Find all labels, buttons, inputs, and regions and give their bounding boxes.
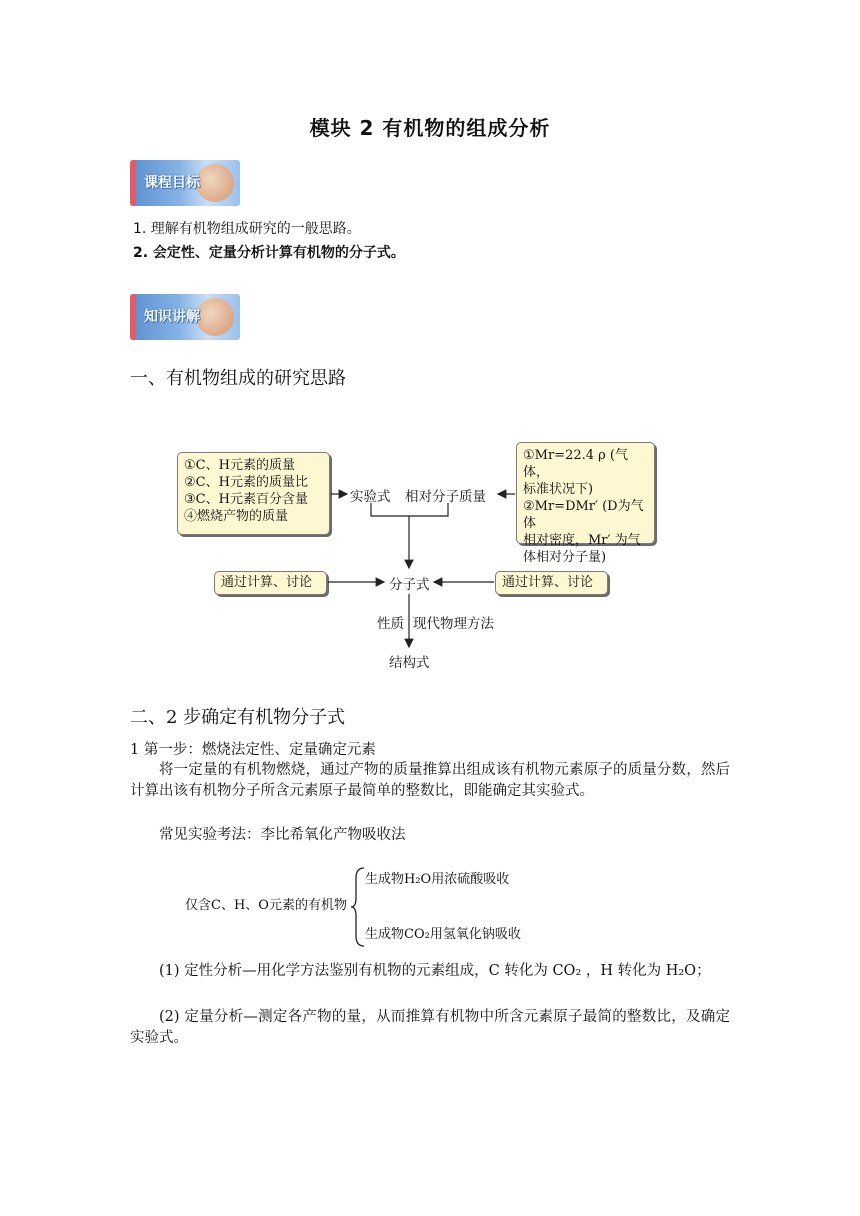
left-box-line: ②C、H元素的质量比 <box>184 475 308 490</box>
goal-item-1: 1. 理解有机物组成研究的一般思路。 <box>133 221 361 237</box>
modern-method-label: 现代物理方法 <box>413 616 494 632</box>
goal-item-2: 2. 会定性、定量分析计算有机物的分子式。 <box>133 245 405 261</box>
left-box-line: ①C、H元素的质量 <box>184 458 295 473</box>
section1-heading: 一、有机物组成的研究思路 <box>130 368 346 389</box>
relative-mass-label: 相对分子质量 <box>405 489 486 505</box>
right-box-line: ②Mr=DMr′ (D为气体 <box>523 499 644 531</box>
section2-heading: 二、2 步确定有机物分子式 <box>130 707 346 728</box>
paragraph-liebig: 常见实验考法：李比希氧化产物吸收法 <box>159 827 406 843</box>
brace-top-label: 生成物H₂O用浓硫酸吸收 <box>365 872 510 887</box>
structural-formula-label: 结构式 <box>389 655 430 671</box>
empirical-formula-label: 实验式 <box>350 489 391 505</box>
right-box-line: 相对密度，Mr′ 为气 <box>523 533 641 548</box>
molecular-formula-label: 分子式 <box>389 577 430 593</box>
right-box-line: 体相对分子量) <box>523 550 607 565</box>
calc-left-label: 通过计算、讨论 <box>221 575 313 590</box>
left-box-line: ③C、H元素百分含量 <box>184 492 308 507</box>
page-title: 模块 2 有机物的组成分析 <box>309 116 551 140</box>
paragraph-combustion: 将一定量的有机物燃烧，通过产物的质量推算出组成该有机物元素原子的质量分数，然后计算出该有机物分子所含元素原子最简单的整数比，即能确定其实验式。 <box>130 762 730 799</box>
step1-heading: 1 第一步：燃烧法定性、定量确定元素 <box>130 742 376 758</box>
right-box-line: ①Mr=22.4 ρ (气体， <box>523 448 628 480</box>
brace-left-label: 仅含C、H、O元素的有机物 <box>185 898 347 913</box>
knowledge-label: 知识讲解 <box>144 309 200 325</box>
brace-bottom-label: 生成物CO₂用氢氧化钠吸收 <box>365 927 521 942</box>
property-label: 性质 <box>377 616 404 632</box>
bracket-connector <box>371 503 448 516</box>
liebig-brace-diagram <box>0 860 860 950</box>
left-box-line: ④燃烧产物的质量 <box>184 509 289 524</box>
qualitative-analysis: (1) 定性分析—用化学方法鉴别有机物的元素组成，C 转化为 CO₂ ，H 转化为 H₂O； <box>159 963 711 979</box>
course-goals-label: 课程目标 <box>144 175 200 191</box>
quantitative-analysis: (2) 定量分析—测定各产物的量，从而推算有机物中所含元素原子最简的整数比，及确定实验式。 <box>130 1009 730 1046</box>
right-box-line: 标准状况下) <box>523 482 594 497</box>
calc-right-label: 通过计算、讨论 <box>502 575 594 590</box>
